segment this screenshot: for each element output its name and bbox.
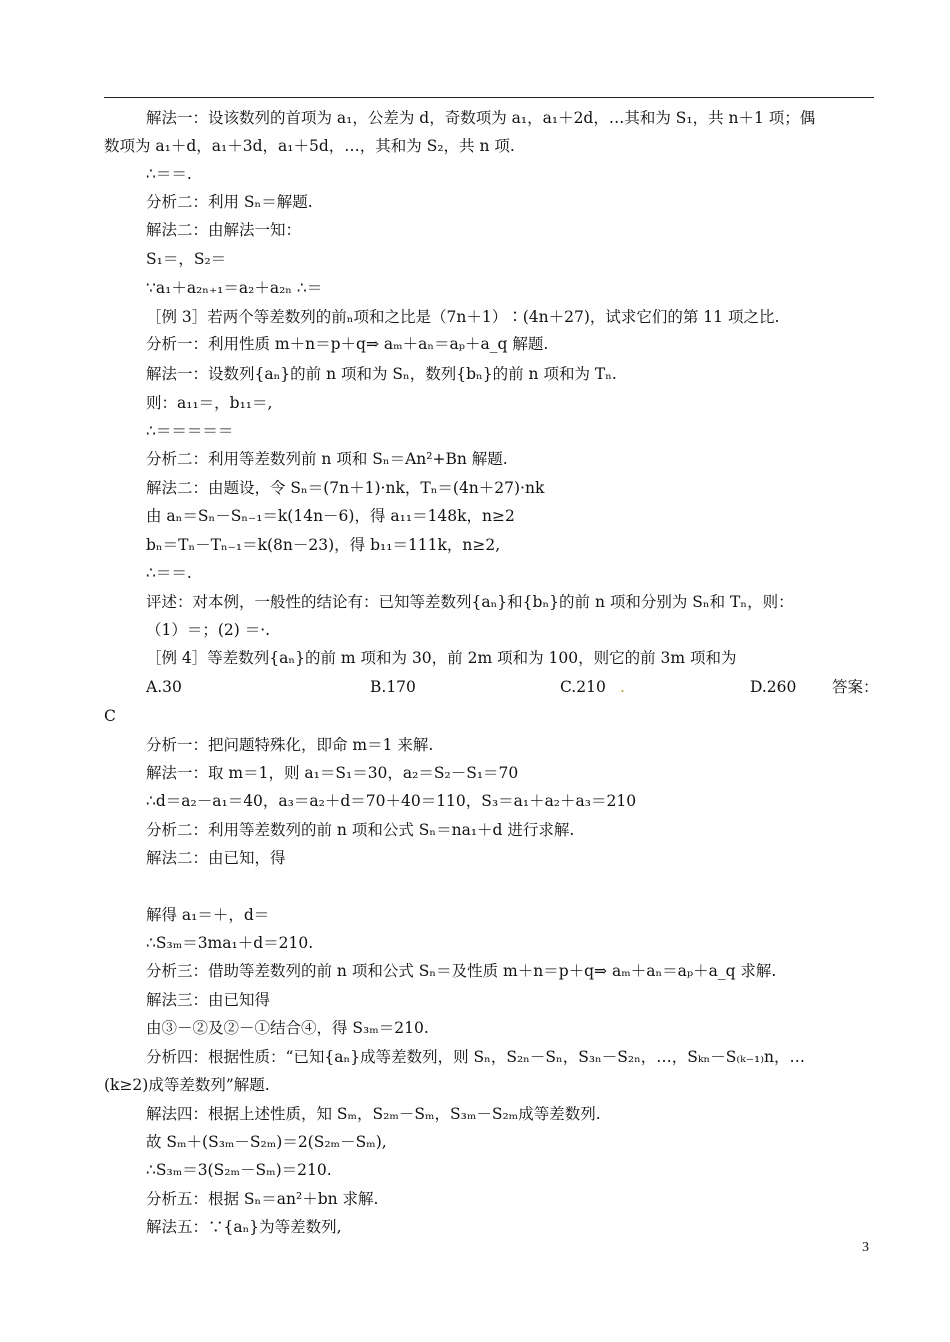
text-line: 分析四：根据性质：“已知{aₙ}成等差数列，则 Sₙ，S₂ₙ－Sₙ，S₃ₙ－S₂ₙ，…，Sₖₙ－S₍ₖ₋₁₎n，… (146, 1048, 806, 1066)
text-line: 解法四：根据上述性质，知 Sₘ，S₂ₘ－Sₘ，S₃ₘ－S₂ₘ成等差数列. (146, 1105, 601, 1123)
text-line: (k≥2)成等差数列”解题. (104, 1076, 270, 1094)
text-line: 由③－②及②－①结合④，得 S₃ₘ＝210. (146, 1019, 429, 1037)
text-line: 解法二：由题设，令 Sₙ＝(7n＋1)·nk，Tₙ＝(4n＋27)·nk (146, 479, 545, 497)
text-line: 分析三：借助等差数列的前 n 项和公式 Sₙ＝及性质 m＋n＝p＋q⇒ aₘ＋aₙ＝aₚ＋a_q 求解. (146, 962, 777, 980)
text-line: ∴S₃ₘ＝3(S₂ₘ－Sₘ)＝210. (146, 1161, 332, 1179)
text-line: 由 aₙ＝Sₙ－Sₙ₋₁＝k(14n－6)，得 a₁₁＝148k，n≥2 (146, 507, 515, 525)
text-line: （1）＝；(2) ＝·. (146, 621, 271, 639)
page-number: 3 (862, 1240, 869, 1255)
text-line: 解法三：由已知得 (146, 991, 271, 1009)
example-3-heading: ［例 3］若两个等差数列的前ₙ项和之比是（7n＋1）∶(4n＋27)，试求它们的第 11 项之比. (146, 308, 780, 326)
text-line: ∴S₃ₘ＝3ma₁＋d＝210. (146, 934, 314, 952)
text-line: 解法二：由已知，得 (146, 849, 286, 867)
text-line: S₁＝，S₂＝ (146, 250, 227, 268)
text-line: 分析二：利用 Sₙ＝解题. (146, 193, 313, 211)
text-line: ∵a₁＋a₂ₙ₊₁＝a₂＋a₂ₙ ∴＝ (146, 279, 323, 297)
option-b: B.170 (370, 678, 416, 696)
option-c: C.210 (560, 678, 606, 696)
text-line: ∴＝＝. (146, 165, 192, 183)
text-line: 分析一：利用性质 m＋n＝p＋q⇒ aₘ＋aₙ＝aₚ＋a_q 解题. (146, 335, 549, 353)
text-line: 分析二：利用等差数列的前 n 项和公式 Sₙ＝na₁＋d 进行求解. (146, 821, 575, 839)
option-d: D.260 (750, 678, 797, 696)
option-a: A.30 (146, 678, 182, 696)
text-line: 解法一：取 m＝1，则 a₁＝S₁＝30，a₂＝S₂－S₁＝70 (146, 764, 519, 782)
stray-mark: . (620, 678, 625, 696)
text-line: 解法一：设该数列的首项为 a₁，公差为 d，奇数项为 a₁，a₁＋2d，…其和为 S₁，共 n＋1 项；偶 (146, 109, 816, 127)
text-line: 解得 a₁＝＋，d＝ (146, 906, 270, 924)
text-line: 解法二：由解法一知： (146, 221, 302, 239)
text-line: 评述：对本例，一般性的结论有：已知等差数列{aₙ}和{bₙ}的前 n 项和分别为 Sₙ和 Tₙ，则： (146, 593, 794, 611)
text-line: 分析五：根据 Sₙ＝an²＋bn 求解. (146, 1190, 379, 1208)
text-line: 则：a₁₁＝，b₁₁＝, (146, 394, 273, 412)
text-line: 分析二：利用等差数列前 n 项和 Sₙ＝An²+Bn 解题. (146, 450, 508, 468)
text-line: ∴＝＝＝＝＝ (146, 422, 234, 440)
answer-label: 答案： (832, 678, 879, 696)
text-line: 解法五：∵{aₙ}为等差数列, (146, 1218, 342, 1236)
text-line: 分析一：把问题特殊化，即命 m＝1 来解. (146, 736, 434, 754)
header-rule (104, 97, 874, 98)
text-line: bₙ＝Tₙ－Tₙ₋₁＝k(8n－23)，得 b₁₁＝111k，n≥2, (146, 536, 501, 554)
answer-value: C (104, 707, 116, 725)
text-line: 故 Sₘ＋(S₃ₘ－S₂ₘ)＝2(S₂ₘ－Sₘ), (146, 1133, 387, 1151)
text-line: 解法一：设数列{aₙ}的前 n 项和为 Sₙ，数列{bₙ}的前 n 项和为 Tₙ. (146, 365, 617, 383)
example-4-heading: ［例 4］等差数列{aₙ}的前 m 项和为 30，前 2m 项和为 100，则它的前 3m 项和为 (146, 649, 737, 667)
text-line: ∴d＝a₂－a₁＝40，a₃＝a₂＋d＝70＋40＝110，S₃＝a₁＋a₂＋a₃＝210 (146, 792, 637, 810)
text-line: 数项为 a₁＋d，a₁＋3d，a₁＋5d，…，其和为 S₂，共 n 项. (104, 137, 515, 155)
text-line: ∴＝＝. (146, 564, 192, 582)
